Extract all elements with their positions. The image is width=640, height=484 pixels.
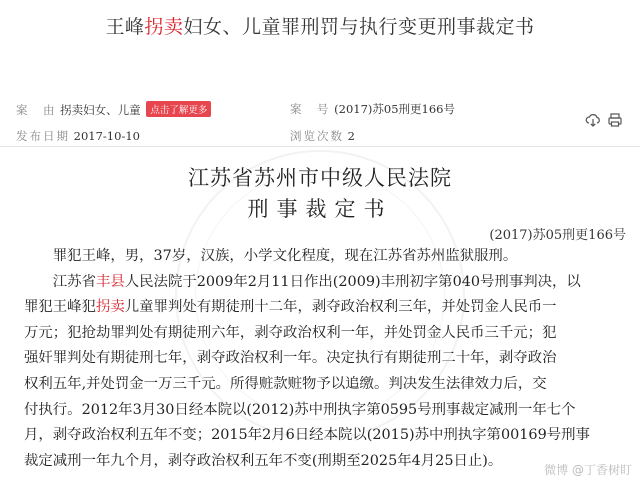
title-text-2: 妇女、儿童罪刑罚与执行变更刑事裁定书 bbox=[183, 16, 535, 38]
publish-date-label: 发布日期 bbox=[16, 129, 70, 143]
body-text: 江苏省 bbox=[24, 273, 96, 290]
case-number-row bbox=[290, 101, 455, 117]
publish-date-value: 2017-10-10 bbox=[73, 129, 140, 143]
case-cause-value: 拐卖妇女、儿童 bbox=[60, 103, 141, 117]
document-tools bbox=[585, 112, 623, 128]
views-row bbox=[290, 128, 355, 144]
document-type: 刑事裁定书 bbox=[247, 197, 393, 221]
case-number-label: 案 号 bbox=[290, 102, 331, 116]
body-line bbox=[24, 270, 630, 296]
body-text: 罪犯王峰犯 bbox=[24, 299, 96, 316]
body-line: 罪犯王峰，男，37岁，汉族，小学文化程度，现在江苏省苏州监狱服刑。 bbox=[24, 248, 518, 264]
views-label: 浏览次数 bbox=[290, 129, 344, 143]
download-cloud-icon[interactable] bbox=[585, 112, 601, 128]
title-text-1: 王峰 bbox=[105, 16, 145, 38]
body-text: 儿童罪判处有期徒刑十二年，剥夺政治权利三年，并处罚金人民币一 bbox=[124, 299, 557, 316]
body-line: 权利五年,并处罚金一万三千元。所得赃款赃物予以追缴。判决发生法律效力后，交 bbox=[24, 375, 547, 392]
body-text: 人民法院于2009年2月11日作出(2009)丰刑初字第040号刑事判决，以 bbox=[124, 273, 581, 290]
county-highlight: 丰县 bbox=[95, 273, 125, 290]
header-divider bbox=[0, 146, 640, 147]
court-name: 江苏省苏州市中级人民法院 bbox=[188, 166, 452, 190]
document-number: (2017)苏05刑更166号 bbox=[489, 228, 626, 243]
publish-date-row bbox=[16, 128, 140, 144]
document-body bbox=[24, 244, 630, 474]
body-line: 万元；犯抢劫罪判处有期徒刑六年，剥夺政治权利一年，并处罚金人民币三千元；犯 bbox=[24, 324, 557, 341]
views-value: 2 bbox=[347, 129, 355, 143]
crime-highlight: 拐卖 bbox=[95, 299, 125, 316]
body-line: 强奸罪判处有期徒刑七年，剥夺政治权利一年。决定执行有期徒刑二十年，剥夺政治 bbox=[24, 350, 557, 367]
title-highlight: 拐卖 bbox=[144, 16, 184, 38]
body-line bbox=[24, 295, 630, 321]
case-cause-label: 案 由 bbox=[16, 103, 57, 117]
learn-more-badge[interactable]: 点击了解更多 bbox=[146, 101, 211, 117]
body-line: 月，剥夺政治权利五年不变；2015年2月6日经本院以(2015)苏中刑执字第00169号刑事 bbox=[24, 427, 590, 444]
page-title bbox=[0, 12, 640, 39]
body-line: 付执行。2012年3月30日经本院以(2012)苏中刑执字第0595号刑事裁定减刑一年七个 bbox=[24, 401, 576, 418]
case-cause-row bbox=[16, 101, 211, 118]
body-line: 裁定减刑一年九个月，剥夺政治权利五年不变(刑期至2025年4月25日止)。 bbox=[24, 452, 503, 469]
print-icon[interactable] bbox=[607, 112, 623, 128]
case-number-value: (2017)苏05刑更166号 bbox=[334, 102, 455, 116]
weibo-watermark: 微博 @丁香树盯 bbox=[544, 463, 632, 477]
